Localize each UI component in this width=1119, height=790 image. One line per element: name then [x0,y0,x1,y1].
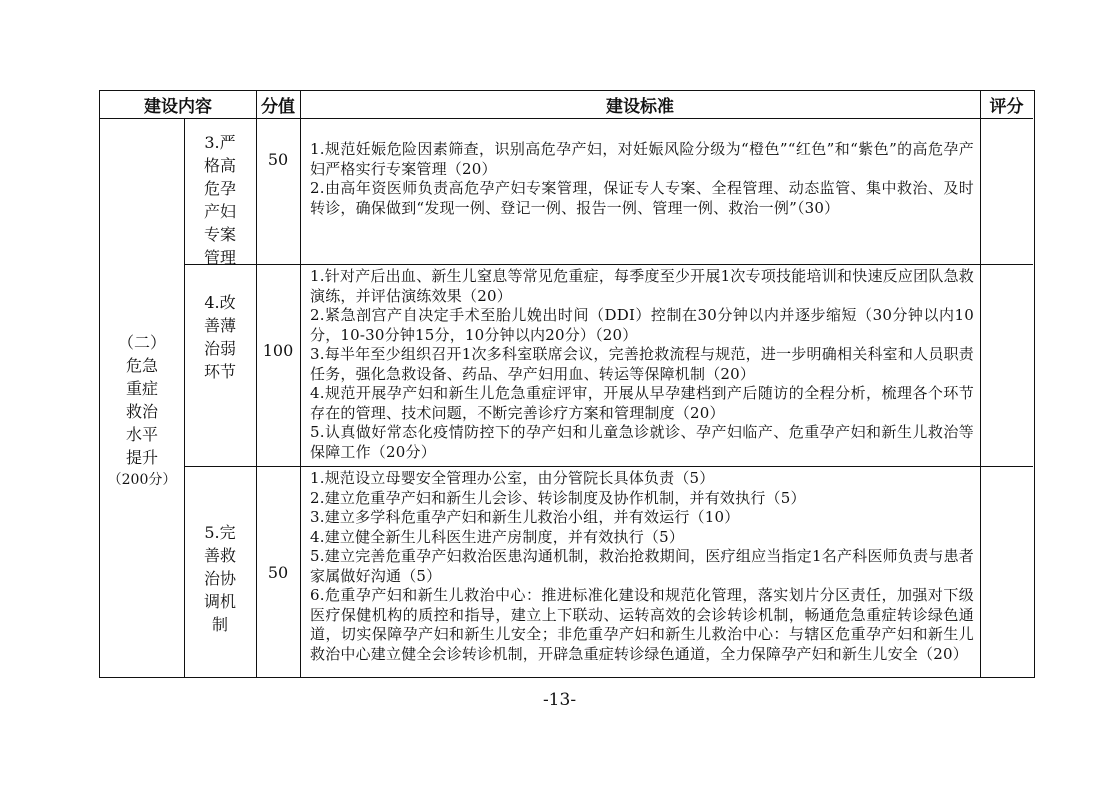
item-line: 制 [211,615,228,634]
item-4-label [184,291,256,383]
item-line: 5.完 [204,523,236,542]
category-line: 水平 [125,425,158,444]
evaluation-table [99,90,1035,678]
standard-text: 6.危重孕产妇和新生儿救治中心：推进标准化建设和规范化管理，落实划片分区责任，加强对下级医疗保健机构的质控和指导，建立上下联动、运转高效的会诊转诊机制，畅通危急重症转诊绿色通道，切实保障孕产妇和新生儿安全；非危重孕产妇和新生儿救治中心：与辖区危重孕产妇和新生儿救治中心建立健全会诊转诊机制，开辟急重症转诊绿色通道，全力保障孕产妇和新生儿安全（20） [310,586,974,663]
item-4-score: 100 [262,340,294,360]
item-5-score: 50 [267,562,289,582]
item-line: 管理 [203,248,236,267]
header-score: 分值 [261,97,295,117]
standard-text: 4.建立健全新生儿科医生进产房制度，并有效执行（5） [310,527,685,546]
standard-text: 3.每半年至少组织召开1次多科室联席会议，完善抢救流程与规范，进一步明确相关科室和人员职责任务，强化急救设备、药品、孕产妇用血、转运等保障机制（20） [310,345,974,383]
header-content: 建设内容 [144,97,212,117]
item-line: 专案 [203,225,236,244]
item-5-standards [300,469,980,664]
page-number: -13- [542,690,577,710]
item-4-standards [300,267,980,462]
category-line: 救治 [125,402,158,421]
item-line: 善救 [203,546,236,565]
standard-text: 1.规范设立母婴安全管理办公室，由分管院长具体负责（5） [310,469,715,487]
item-line: 格高 [203,156,236,175]
standard-text: 3.建立多学科危重孕产妇和新生儿救治小组，并有效运行（10） [310,508,740,526]
rating-cell[interactable] [980,119,1033,264]
category-total: （200分） [107,472,177,488]
row-divider-1 [184,264,1033,265]
header-standard: 建设标准 [606,97,674,117]
item-line: 治弱 [203,339,236,358]
standard-text: 2.紧急剖宫产自决定手术至胎儿娩出时间（DDI）控制在30分钟以内并逐步缩短（30分钟以内10分，10-30分钟15分，10分钟以内20分）（20） [310,306,974,344]
item-5-label [184,521,256,636]
standard-text: 2.由高年资医师负责高危孕产妇专案管理，保证专人专案、全程管理、动态监管、集中救治、及时转诊，确保做到“发现一例、登记一例、报告一例、管理一例、救治一例”（30） [310,179,974,217]
category-label [100,331,184,492]
item-line: 调机 [203,592,236,611]
item-3-standards [300,140,980,218]
category-line: 提升 [125,448,158,467]
item-line: 危孕 [203,179,236,198]
header-rating: 评分 [989,97,1024,117]
standard-text: 1.规范妊娠危险因素筛查，识别高危孕产妇，对妊娠风险分级为“橙色”“红色”和“紫色”的高危孕产妇严格实行专案管理（20） [310,140,974,178]
item-line: 治协 [203,569,236,588]
header-divider [100,118,1033,119]
item-line: 产妇 [203,202,236,221]
item-line: 4.改 [204,293,236,312]
standard-text: 1.针对产后出血、新生儿窒息等常见危重症，每季度至少开展1次专项技能培训和快速反应团队急救演练，并评估演练效果（20） [310,267,974,305]
standard-text: 2.建立危重孕产妇和新生儿会诊、转诊制度及协作机制，并有效执行（5） [310,488,806,507]
category-line: 重症 [125,379,158,398]
item-line: 环节 [203,362,236,381]
standard-text: 5.建立完善危重孕产妇救治医患沟通机制，救治抢救期间，医疗组应当指定1名产科医师负责与患者家属做好沟通（5） [310,547,974,585]
rating-cell[interactable] [980,467,1033,677]
standard-text: 5.认真做好常态化疫情防控下的孕产妇和儿童急诊就诊、孕产妇临产、危重孕产妇和新生儿救治等保障工作（20分） [310,423,974,461]
item-line: 善薄 [203,316,236,335]
item-3-label [184,131,256,269]
rating-cell[interactable] [980,265,1033,466]
item-line: 3.严 [204,133,236,152]
standard-text: 4.规范开展孕产妇和新生儿危急重症评审，开展从早孕建档到产后随访的全程分析，梳理各个环节存在的管理、技术问题，不断完善诊疗方案和管理制度（20） [310,384,974,422]
item-3-score: 50 [267,149,289,169]
category-line: 危急 [125,356,158,375]
row-divider-2 [184,466,1033,467]
category-line: （二） [117,333,166,352]
